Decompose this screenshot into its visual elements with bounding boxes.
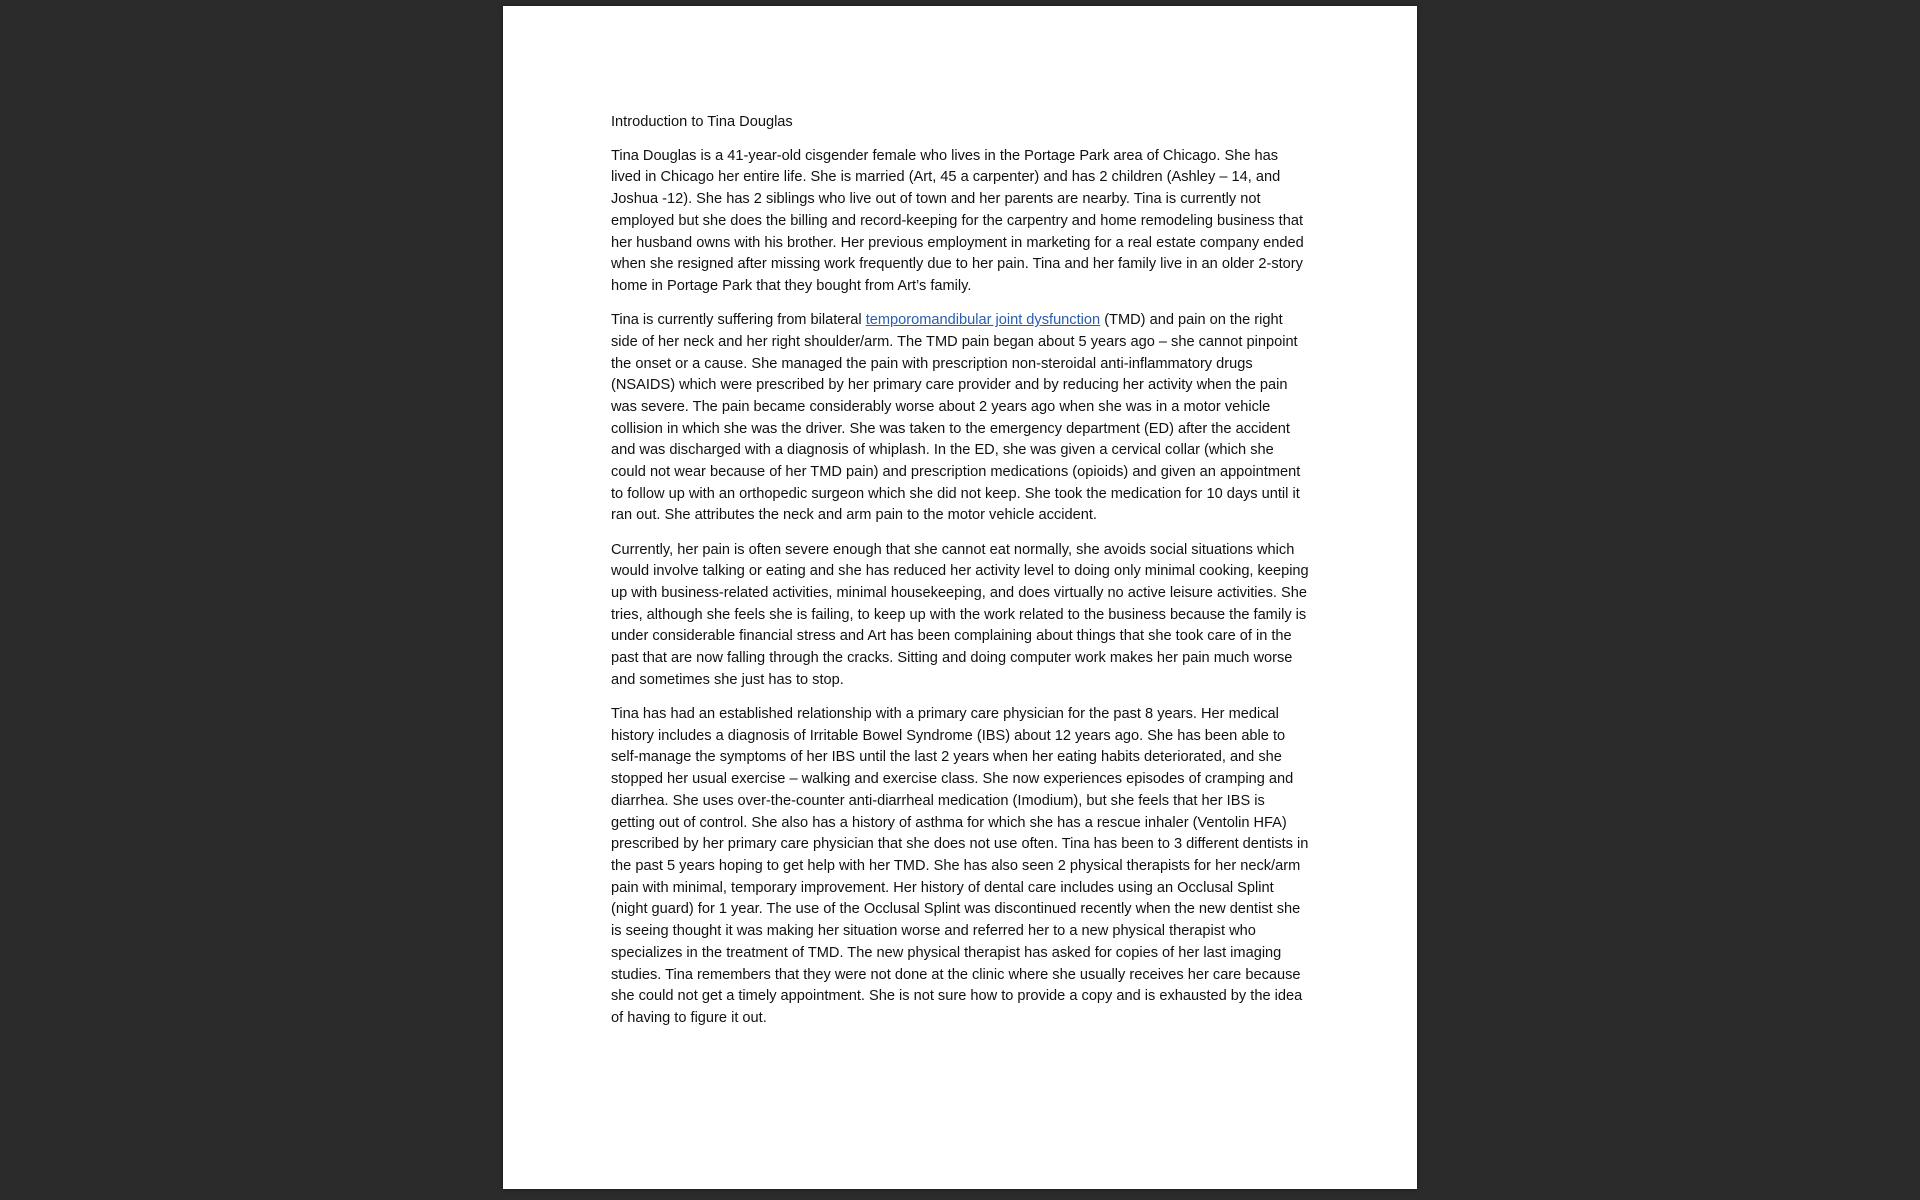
tmd-link[interactable]: temporomandibular joint dysfunction — [865, 312, 1101, 329]
document-title: Introduction to Tina Douglas — [611, 114, 793, 130]
paragraph-medical-history: Tina has had an established relationship with a primary care physician for the past 8 years. Her medical history includes a diagnosis of Irritable Bowel Syndrome (IBS) about 12 years ago. She has been able to self-manage the symptoms of her IBS until the last 2 years when her eating habits deteriorated, and she stopped her usual exercise – walking and exercise class. She now experiences episodes of cramping and diarrhea. She uses over-the-counter anti-diarrheal medication (Imodium), but she feels that her IBS is getting out of control. She also has a history of asthma for which she has a rescue inhaler (Ventolin HFA) prescribed by her primary care physician that she does not use often. Tina has been to 3 different dentists in the past 5 years hoping to get help with her TMD. She has also seen 2 physical therapists for her neck/arm pain with minimal, temporary improvement. Her history of dental care includes using an Occlusal Splint (night guard) for 1 year. The use of the Occlusal Splint was discontinued recently when the new dentist she is seeing thought it was making her situation worse and referred her to a new physical therapist who specializes in the treatment of TMD. The new physical therapist has asked for copies of her last imaging studies. Tina remembers that they were not done at the clinic where she usually receives her care because she could not get a timely appointment. She is not sure how to provide a copy and is exhausted by the idea of having to figure it out. — [611, 706, 1309, 1026]
paragraph-background: Tina Douglas is a 41-year-old cisgender female who lives in the Portage Park area of Chicago. She has lived in Chicago her entire life. She is married (Art, 45 a carpenter) and has 2 children (Ashley – 14, and Joshua -12). She has 2 siblings who live out of town and her parents are nearby. Tina is currently not employed but she does the billing and record-keeping for the carpentry and home remodeling business that her husband owns with his brother. Her previous employment in marketing for a real estate company ended when she resigned after missing work frequently due to her pain. Tina and her family live in an older 2-story home in Portage Park that they bought from Art’s family. — [611, 147, 1304, 294]
paragraph-current-status: Currently, her pain is often severe enough that she cannot eat normally, she avoids social situations which would involve talking or eating and she has reduced her activity level to doing only minimal cooking, keeping up with business-related activities, minimal housekeeping, and does virtually no active leisure activities. She tries, although she feels she is failing, to keep up with the work related to the business because the family is under considerable financial stress and Art has been complaining about things that she took care of in the past that are now falling through the cracks. Sitting and doing computer work makes her pain much worse and sometimes she just has to stop. — [611, 541, 1309, 688]
page-content — [611, 112, 1311, 1042]
document-page — [503, 6, 1417, 1189]
paragraph-condition-rest: (TMD) and pain on the right side of her neck and her right shoulder/arm. The TMD pain began about 5 years ago – she cannot pinpoint the onset or a cause. She managed the pain with prescription non-steroidal anti-inflammatory drugs (NSAIDS) which were prescribed by her primary care provider and by reducing her activity when the pain was severe. The pain became considerably worse about 2 years ago when she was in a motor vehicle collision in which she was the driver. She was taken to the emergency department (ED) after the accident and was discharged with a diagnosis of whiplash. In the ED, she was given a cervical collar (which she could not wear because of her TMD pain) and prescription medications (opioids) and given an appointment to follow up with an orthopedic surgeon which she did not keep. She took the medication for 10 days until it ran out. She attributes the neck and arm pain to the motor vehicle accident. — [611, 312, 1301, 524]
paragraph-condition-lead: Tina is currently suffering from bilateral — [611, 312, 866, 329]
paragraph-condition — [611, 310, 1311, 527]
